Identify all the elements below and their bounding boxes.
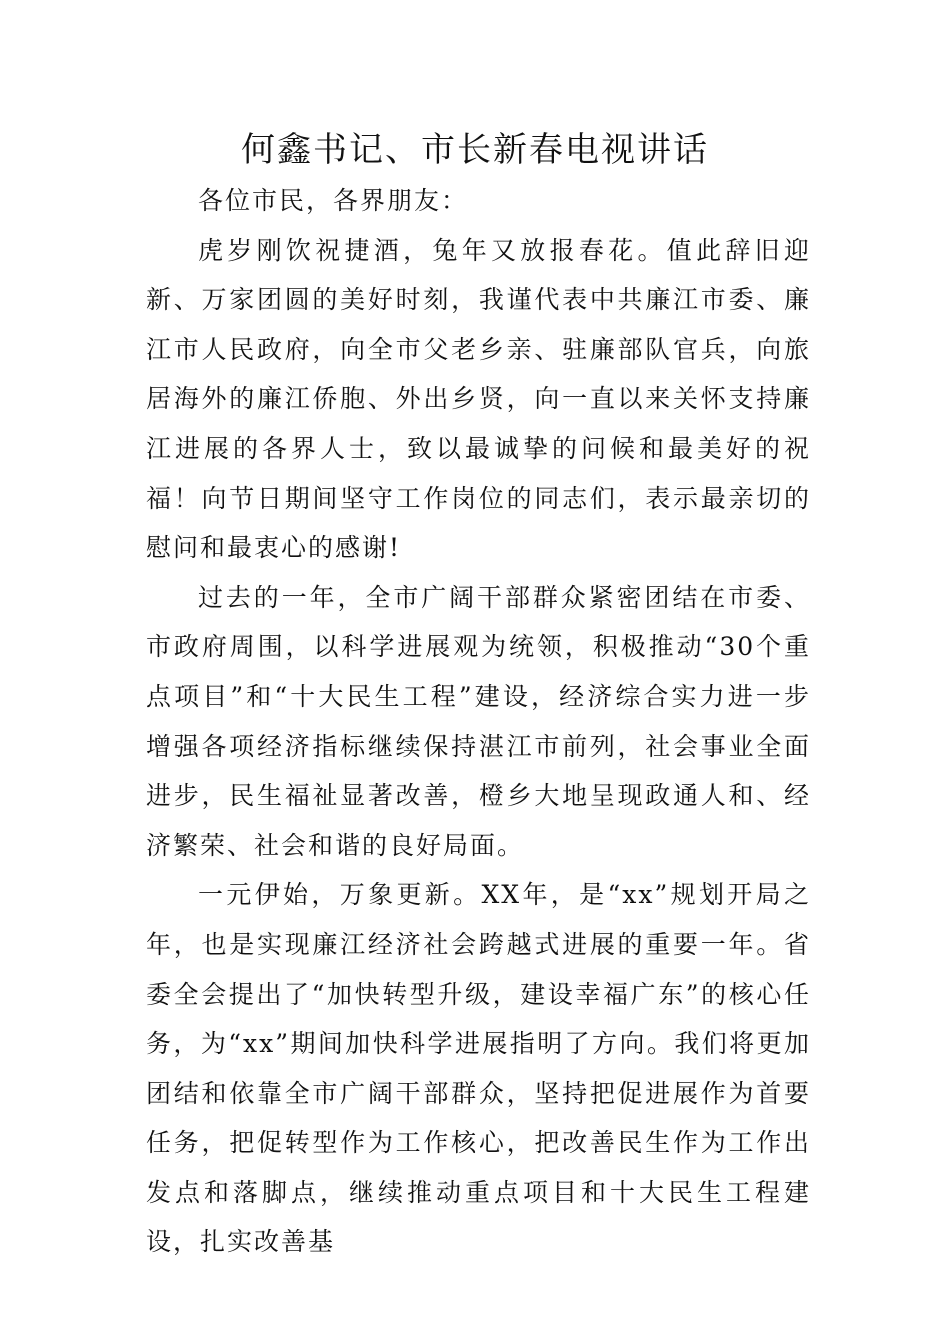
paragraph-new-year-wishes: 虎岁刚饮祝捷酒，兔年又放报春花。值此辞旧迎新、万家团圆的美好时刻，我谨代表中共廉江市委、廉江市人民政府，向全市父老乡亲、驻廉部队官兵，向旅居海外的廉江侨胞、外出乡贤，向一直以来关怀支持廉江进展的各界人士，致以最诚挚的问候和最美好的祝福！向节日期间坚守工作岗位的同志们，表示最亲切的慰问和最衷心的感谢!: [146, 235, 811, 563]
paragraph-greeting: 各位市民，各界朋友：: [198, 186, 469, 215]
document-body: [146, 176, 811, 1267]
paragraph-new-year-plan: 一元伊始，万象更新。XX年，是“xx”规划开局之年，也是实现廉江经济社会跨越式进展的重要一年。省委全会提出了“加快转型升级，建设幸福广东”的核心任务，为“xx”期间加快科学进展指明了方向。我们将更加团结和依靠全市广阔干部群众，坚持把促进展作为首要任务，把促转型作为工作核心，把改善民生作为工作出发点和落脚点，继续推动重点项目和十大民生工程建设，扎实改善基: [146, 880, 811, 1257]
paragraph-past-year: 过去的一年，全市广阔干部群众紧密团结在市委、市政府周围，以科学进展观为统领，积极推动“30个重点项目”和“十大民生工程”建设，经济综合实力进一步增强各项经济指标继续保持湛江市前列，社会事业全面进步，民生福祉显著改善，橙乡大地呈现政通人和、经济繁荣、社会和谐的良好局面。: [146, 582, 811, 860]
document-title: 何鑫书记、市长新春电视讲话: [241, 130, 709, 170]
